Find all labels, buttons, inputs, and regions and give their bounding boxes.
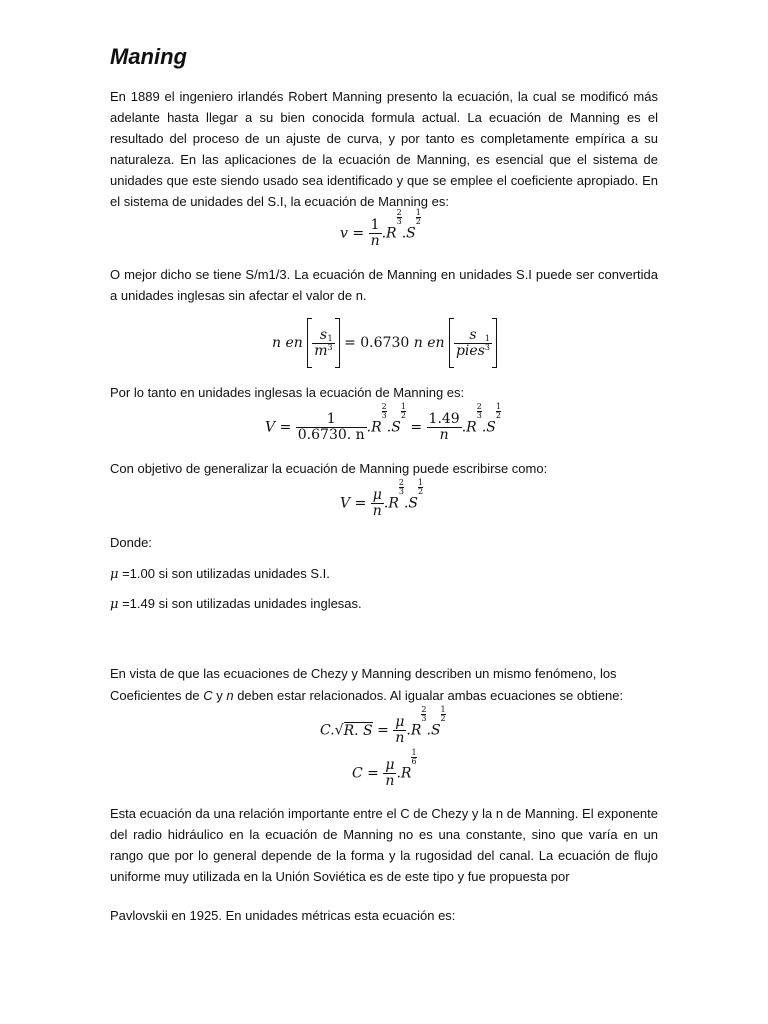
exp-den: 3 bbox=[476, 411, 482, 420]
eq-var-n: n bbox=[413, 335, 423, 351]
eq-den: n bbox=[395, 730, 405, 746]
exp-den: 3 bbox=[327, 342, 333, 352]
eq-var-pies: pies bbox=[455, 342, 485, 359]
eq-num: s bbox=[312, 328, 334, 344]
eq-word-en: en bbox=[427, 335, 445, 351]
mu-english-definition bbox=[110, 593, 362, 615]
exp-num: 1 bbox=[411, 748, 417, 757]
eq-var-c: C bbox=[320, 722, 331, 739]
equation-chezy-coefficient: C = $\frac{\mu}{n}$ .R $\frac{1}{6}$ bbox=[352, 748, 417, 789]
equation-manning-english: V = $\frac{1}{0.6730. n}$ .R $\frac{2}{3}$ .S $\frac{1}{2}$ = $\frac{1.49}{n}$ .R $\frac{2}{3}$ .S $\frac{1}{2}$ bbox=[265, 402, 501, 443]
eq-var-s: S bbox=[391, 419, 401, 436]
mu-si-definition bbox=[110, 563, 330, 585]
text-part-n: n bbox=[226, 688, 234, 703]
generalize-paragraph: Con objetivo de generalizar la ecuación de Manning puede escribirse como: bbox=[110, 461, 548, 476]
units-paragraph: O mejor dicho se tiene S/m1/3. La ecuación de Manning en unidades S.I puede ser convertida a unidades inglesas sin afectar el valor de n. bbox=[110, 267, 658, 303]
exp-den: 2 bbox=[415, 217, 421, 226]
text-part-c: C bbox=[203, 688, 213, 703]
exp-den: 2 bbox=[418, 487, 424, 496]
eq-num: 1 bbox=[296, 412, 367, 428]
eq-den: n bbox=[370, 233, 380, 249]
eq-var-v: V bbox=[340, 495, 351, 512]
exp-num: 1 bbox=[418, 478, 424, 487]
chezy-paragraph-line2 bbox=[110, 685, 623, 706]
eq-den: n bbox=[372, 503, 382, 519]
exp-num: 1 bbox=[495, 402, 501, 411]
chezy-paragraph-line1: En vista de que las ecuaciones de Chezy y Manning describen un mismo fenómeno, los bbox=[110, 666, 617, 681]
text-part: deben estar relacionados. Al igualar ambas ecuaciones se obtiene: bbox=[233, 688, 624, 703]
eq-var-r: R bbox=[388, 495, 399, 512]
donde-label: Donde: bbox=[110, 535, 152, 550]
eq-var-r: R bbox=[410, 722, 422, 739]
eq-num: 1 bbox=[369, 218, 382, 234]
eq-num: μ bbox=[385, 757, 395, 773]
exp-den: 2 bbox=[495, 411, 501, 420]
exp-den: 6 bbox=[411, 757, 417, 766]
text-part: Coeficientes de bbox=[110, 688, 204, 703]
eq-var-r: R bbox=[466, 419, 477, 436]
mu-symbol: μ bbox=[110, 597, 119, 612]
intro-paragraph: En 1889 el ingeniero irlandés Robert Manning presento la ecuación, la cual se modificó más adelante hasta llegar a su bien conocida formula actual. La ecuación de Manning es el resultado del proceso de un ajuste de curva, y por tanto es completamente empírica a su naturaleza. En las aplicaciones de la ecuación de Manning, es esencial que el sistema de unidades que este siendo usado sea identificado y que se emplee el coeficiente apropiado. En el sistema de unidades del S.I, la ecuación de Manning es: bbox=[110, 89, 658, 209]
eq-num: μ bbox=[372, 487, 382, 503]
exp-den: 3 bbox=[421, 714, 427, 723]
eq-den: 0.6730. n bbox=[297, 427, 365, 443]
eq-var-v: V bbox=[265, 419, 276, 436]
eq-var-r: R bbox=[400, 765, 412, 782]
english-units-paragraph: Por lo tanto en unidades inglesas la ecuación de Manning es: bbox=[110, 385, 465, 400]
exp-num: 2 bbox=[398, 478, 404, 487]
pavlovskii-paragraph: Pavlovskii en 1925. En unidades métricas esta ecuación es: bbox=[110, 908, 456, 923]
eq-var-r: R bbox=[371, 419, 382, 436]
exp-num: 1 bbox=[415, 208, 421, 217]
exp-den: 3 bbox=[381, 411, 387, 420]
eq-var-s: S bbox=[430, 722, 441, 739]
eq-word-en: en bbox=[285, 335, 303, 351]
eq-constant: 0.6730 bbox=[360, 335, 410, 351]
mu-english-text: =1.49 si son utilizadas unidades inglesas. bbox=[122, 596, 362, 611]
equation-unit-conversion: n en s m $\frac{1}{3}$ = 0.6730 n en s pies $\frac{1}{3}$ bbox=[272, 318, 497, 368]
mu-si-text: =1.00 si son utilizadas unidades S.I. bbox=[122, 566, 330, 581]
eq-sqrt-content: R. S bbox=[343, 722, 373, 739]
exp-den: 3 bbox=[398, 487, 404, 496]
equation-chezy-manning: C.√R. S = $\frac{\mu}{n}$ .R $\frac{2}{3}$ .S $\frac{1}{2}$ bbox=[320, 705, 446, 746]
eq-var-s: S bbox=[408, 495, 419, 512]
text-part: y bbox=[212, 688, 227, 703]
eq-var-s: S bbox=[406, 225, 416, 242]
equation-manning-general: V = $\frac{\mu}{n}$ .R $\frac{2}{3}$ .S $\frac{1}{2}$ bbox=[340, 478, 424, 519]
exp-den: 3 bbox=[396, 217, 402, 226]
exp-num: 1 bbox=[484, 333, 490, 343]
exp-num: 1 bbox=[327, 333, 333, 343]
exp-den: 2 bbox=[400, 411, 406, 420]
exp-num: 2 bbox=[476, 402, 482, 411]
eq-num: s bbox=[454, 328, 492, 344]
eq-var-s: S bbox=[486, 419, 496, 436]
exp-num: 1 bbox=[440, 705, 446, 714]
eq-var-v: v bbox=[340, 225, 348, 242]
eq-num: 1.49 bbox=[428, 411, 460, 427]
eq-var-m: m bbox=[314, 342, 328, 359]
exp-num: 2 bbox=[396, 208, 402, 217]
eq-var-n: n bbox=[272, 335, 282, 351]
eq-var-c: C bbox=[352, 765, 363, 782]
exp-den: 3 bbox=[484, 342, 490, 352]
eq-den: n bbox=[439, 427, 449, 443]
mu-symbol: μ bbox=[110, 567, 119, 582]
relation-paragraph: Esta ecuación da una relación importante entre el C de Chezy y la n de Manning. El exponente del radio hidráulico en la ecuación de Manning no es una constante, sino que varía en un rango que por lo general depende de la forma y la rugosidad del canal. La ecuación de flujo uniforme muy utilizada en la Unión Soviética es de este tipo y fue propuesta por bbox=[110, 806, 658, 884]
eq-var-r: R bbox=[386, 225, 397, 242]
exp-num: 2 bbox=[421, 705, 427, 714]
equation-manning-si: v = $\frac{1}{n}$ .R $\frac{2}{3}$ .S $\frac{1}{2}$ bbox=[340, 208, 421, 249]
eq-num: μ bbox=[395, 714, 405, 730]
page-title: Maning bbox=[110, 44, 187, 69]
exp-num: 1 bbox=[400, 402, 406, 411]
eq-den: n bbox=[385, 773, 395, 789]
exp-num: 2 bbox=[381, 402, 387, 411]
exp-den: 2 bbox=[440, 714, 446, 723]
